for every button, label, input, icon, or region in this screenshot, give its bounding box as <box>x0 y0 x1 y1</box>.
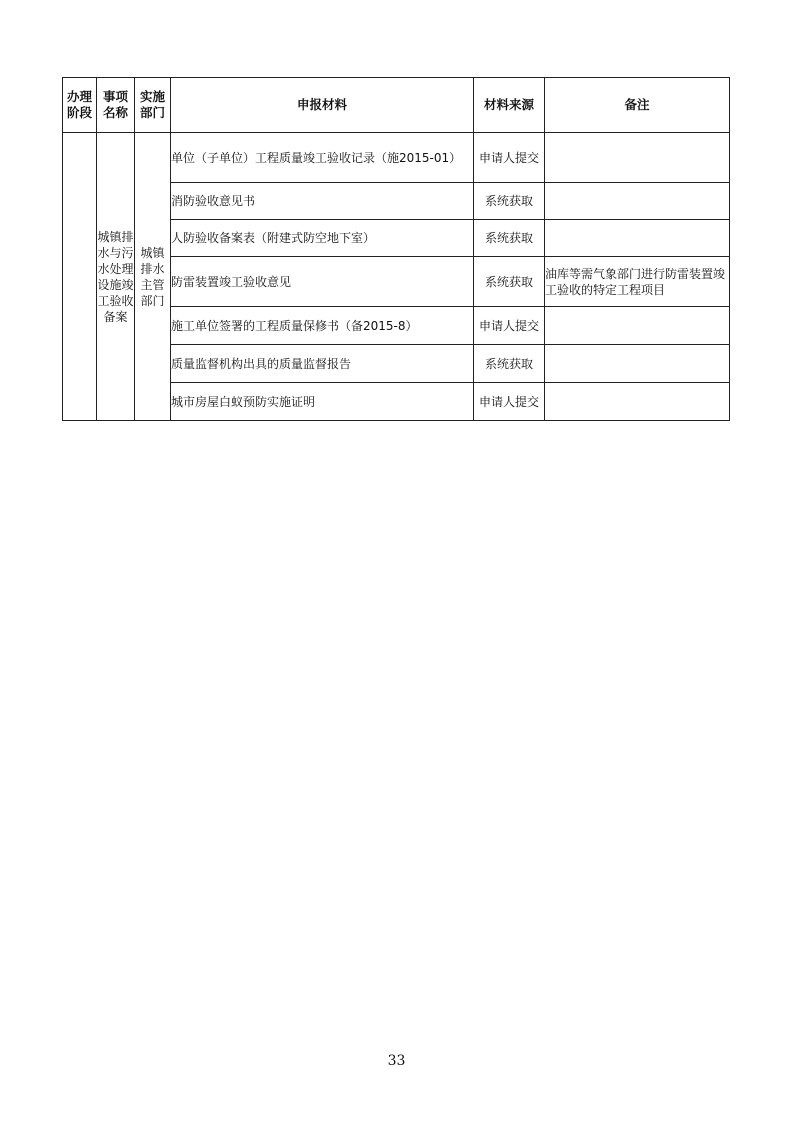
materials-table <box>62 77 730 421</box>
material-cell: 人防验收备案表（附建式防空地下室） <box>171 220 474 257</box>
department-cell <box>135 133 171 421</box>
material-cell: 城市房屋白蚁预防实施证明 <box>171 383 474 421</box>
department-text: 城镇排水主管部门 <box>140 245 165 308</box>
header-materials: 申报材料 <box>171 78 474 133</box>
source-cell: 系统获取 <box>474 220 545 257</box>
header-department: 实施部门 <box>135 78 171 133</box>
header-stage: 办理阶段 <box>63 78 97 133</box>
material-cell: 质量监督机构出具的质量监督报告 <box>171 345 474 383</box>
remark-cell: 油库等需气象部门进行防雷装置竣工验收的特定工程项目 <box>545 257 730 307</box>
table-row <box>63 133 730 183</box>
page-number: 33 <box>387 1053 406 1069</box>
source-cell: 系统获取 <box>474 183 545 220</box>
source-cell: 申请人提交 <box>474 307 545 345</box>
material-cell: 施工单位签署的工程质量保修书（备2015-8） <box>171 307 474 345</box>
source-cell: 系统获取 <box>474 345 545 383</box>
item-name-text: 城镇排水与污水处理设施竣工验收备案 <box>97 229 134 324</box>
remark-cell <box>545 383 730 421</box>
remark-cell <box>545 345 730 383</box>
material-cell: 防雷装置竣工验收意见 <box>171 257 474 307</box>
source-cell: 系统获取 <box>474 257 545 307</box>
remark-cell <box>545 133 730 183</box>
item-name-cell <box>97 133 135 421</box>
header-source: 材料来源 <box>474 78 545 133</box>
remark-cell <box>545 183 730 220</box>
source-cell: 申请人提交 <box>474 383 545 421</box>
remark-cell <box>545 307 730 345</box>
source-cell: 申请人提交 <box>474 133 545 183</box>
table-header-row <box>63 78 730 133</box>
remark-cell <box>545 220 730 257</box>
header-item-name: 事项名称 <box>97 78 135 133</box>
stage-cell <box>63 133 97 421</box>
material-cell: 消防验收意见书 <box>171 183 474 220</box>
material-cell: 单位（子单位）工程质量竣工验收记录（施2015-01） <box>171 133 474 183</box>
header-remarks: 备注 <box>545 78 730 133</box>
